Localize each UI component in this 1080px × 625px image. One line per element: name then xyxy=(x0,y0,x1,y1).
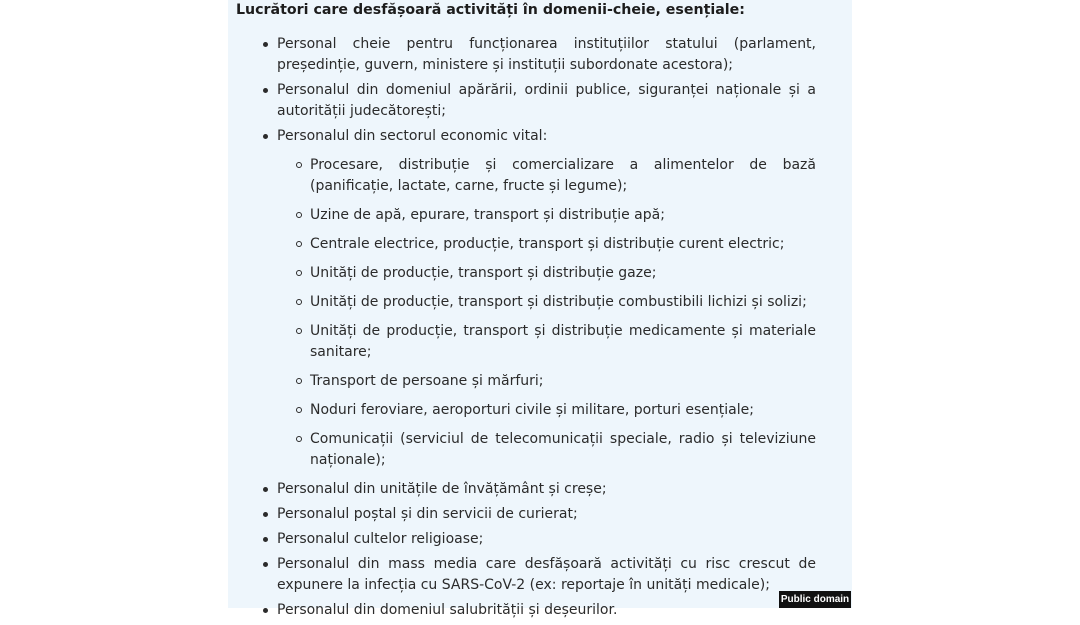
sublist-item: Procesare, distribuție și comercializare a alimentelor de bază (panificație, lactate, carne, fructe și legume); xyxy=(310,155,816,197)
list-item: Personalul din mass media care desfășoară activități cu risc crescut de expunere la infecția cu SARS-CoV-2 (ex: reportaje în unități medicale); xyxy=(277,554,816,596)
list-item: Personalul din domeniul salubrității și deșeurilor. xyxy=(277,600,816,621)
essential-workers-list xyxy=(277,34,816,625)
sublist-item: Comunicații (serviciul de telecomunicații speciale, radio și televiziune naționale); xyxy=(310,429,816,471)
sublist-item: Transport de persoane și mărfuri; xyxy=(310,371,816,392)
list-item: Personalul din domeniul apărării, ordinii publice, siguranței naționale și a autorității judecătorești; xyxy=(277,80,816,122)
sublist-item: Centrale electrice, producție, transport și distribuție curent electric; xyxy=(310,234,816,255)
document-heading: Lucrători care desfășoară activități în domenii-cheie, esențiale: xyxy=(236,2,745,18)
list-item: Personal cheie pentru funcționarea instituțiilor statului (parlament, președinție, guvern, ministere și instituții subordonate acestora); xyxy=(277,34,816,76)
list-item-economic-sector xyxy=(277,126,816,471)
list-item-label: Personalul din sectorul economic vital: xyxy=(277,128,548,144)
sublist-item: Noduri feroviare, aeroporturi civile și militare, porturi esențiale; xyxy=(310,400,816,421)
sublist-item: Unități de producție, transport și distribuție medicamente și materiale sanitare; xyxy=(310,321,816,363)
economic-sector-sublist xyxy=(277,155,816,471)
public-domain-credit-badge: Public domain xyxy=(779,591,851,608)
list-item: Personalul din unitățile de învățământ și creșe; xyxy=(277,479,816,500)
list-item: Personalul cultelor religioase; xyxy=(277,529,816,550)
list-item: Personalul poștal și din servicii de curierat; xyxy=(277,504,816,525)
sublist-item: Uzine de apă, epurare, transport și distribuție apă; xyxy=(310,205,816,226)
document-panel xyxy=(228,0,852,618)
sublist-item: Unități de producție, transport și distribuție gaze; xyxy=(310,263,816,284)
sublist-item: Unități de producție, transport și distribuție combustibili lichizi și solizi; xyxy=(310,292,816,313)
